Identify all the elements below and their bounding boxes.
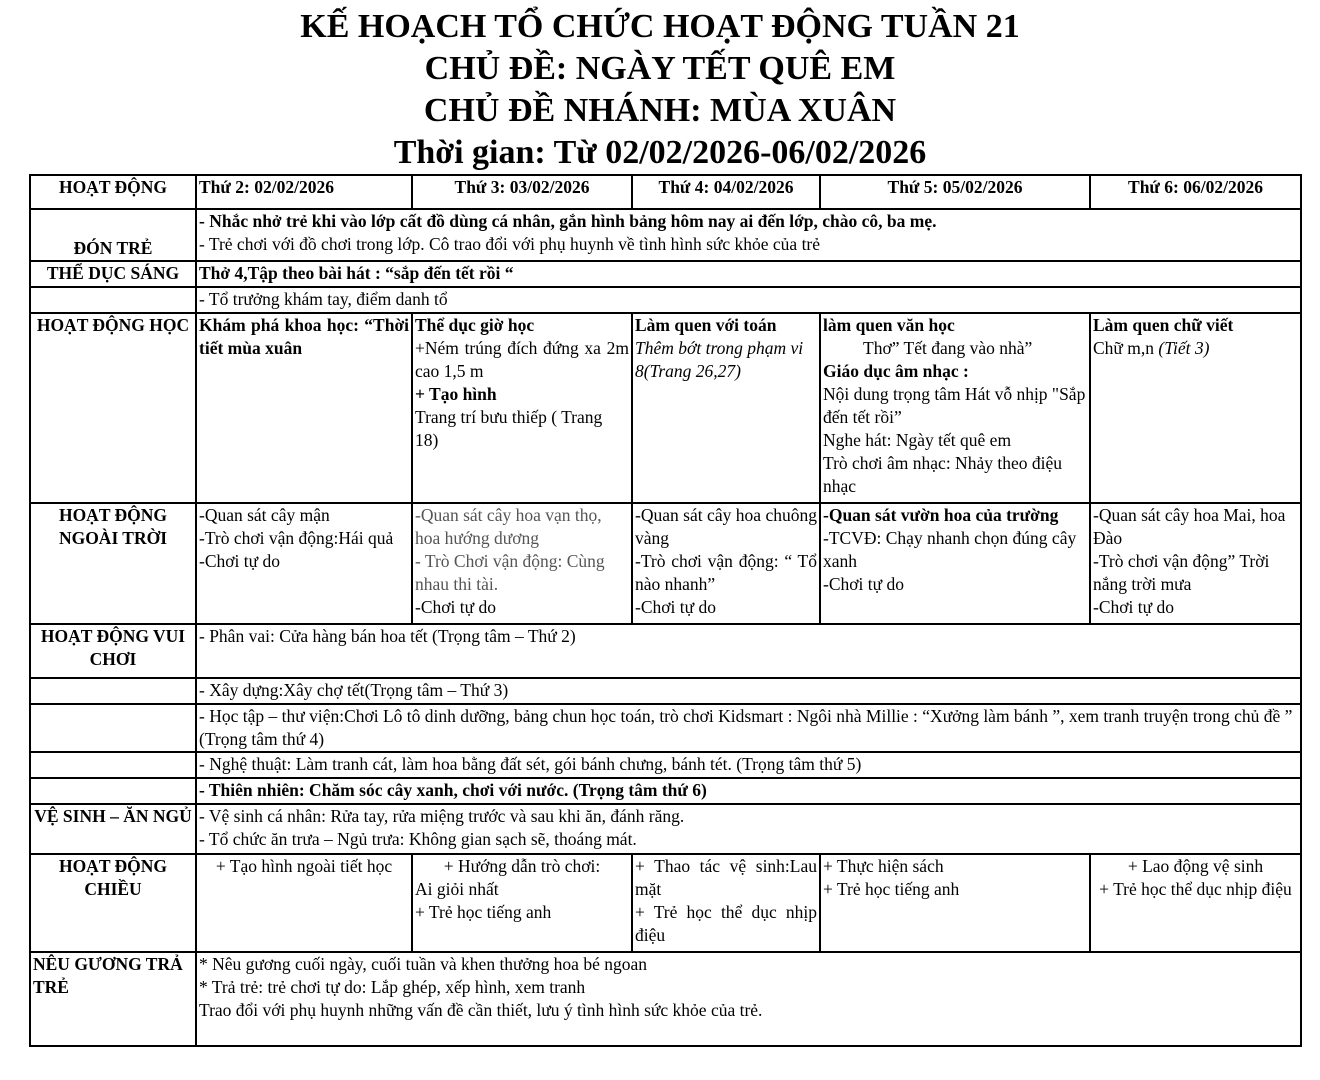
empty-label-cell [30,752,196,778]
chieu-thu-1: + Thực hiện sách [823,856,944,876]
label-vui-choi: HOẠT ĐỘNG VUI CHƠI [30,624,196,678]
neu-guong-line-2: * Trả trẻ: trẻ chơi tự do: Lắp ghép, xếp hình, xem tranh [199,977,586,997]
hoc-thu-line-3: Nội dung trọng tâm Hát vỗ nhịp "Sắp đến tết rồi” [823,384,1086,427]
ngoai-troi-tue [412,503,632,624]
hoc-tue-title: Thể dục giờ học [415,315,535,335]
ngoai-troi-wed-1: -Quan sát cây hoa chuông vàng [635,505,817,548]
chieu-wed-1: + Thao tác vệ sinh:Lau mặt [635,856,817,899]
hoc-tue-line-3: Trang trí bưu thiếp ( Trang 18) [415,407,603,450]
header-row [30,175,1301,209]
ngoai-troi-thu-3: -Chơi tự do [823,574,904,594]
chieu-mon-1: + Tạo hình ngoài tiết học [215,856,393,876]
hoc-thu-line-5: Trò chơi âm nhạc: Nhảy theo điệu nhạc [823,453,1062,496]
empty-label-cell [30,678,196,704]
don-tre-content [196,209,1301,261]
label-the-duc-sang: THỂ DỤC SÁNG [30,261,196,287]
vui-choi-line-1: - Phân vai: Cửa hàng bán hoa tết (Trọng tâm – Thứ 2) [196,624,1301,678]
ngoai-troi-tue-3: -Chơi tự do [415,597,496,617]
empty-label-cell [30,287,196,313]
hoc-thu-line-2: Giáo dục âm nhạc : [823,361,969,381]
header-day-fri: Thứ 6: 06/02/2026 [1090,175,1301,209]
row-ngoai-troi [30,503,1301,624]
hoc-mon-title: Khám phá khoa học: “Thời tiết mùa xuân [199,315,409,358]
theme-title: CHỦ ĐỀ: NGÀY TẾT QUÊ EM [424,50,896,87]
chieu-tue [412,854,632,952]
ngoai-troi-wed-3: -Chơi tự do [635,597,716,617]
hoc-wed-line-1: Thêm bớt trong phạm vi 8(Trang 26,27) [635,338,804,381]
hoc-fri-line-1 [1093,337,1298,360]
label-chieu: HOẠT ĐỘNG CHIỀU [30,854,196,952]
subtheme-title: CHỦ ĐỀ NHÁNH: MÙA XUÂN [423,92,897,129]
chieu-tue-1: + Hướng dẫn trò chơi: [443,856,601,876]
row-neu-guong [30,952,1301,1046]
neu-guong-line-3: Trao đổi với phụ huynh những vấn đề cần thiết, lưu ý tình hình sức khỏe của trẻ. [199,1000,763,1020]
row-vui-choi-3 [30,704,1301,752]
row-vui-choi-5 [30,778,1301,804]
row-vui-choi [30,624,1301,678]
vui-choi-line-4: - Nghệ thuật: Làm tranh cát, làm hoa bằng đất sét, gói bánh chưng, bánh tét. (Trọng tâm thứ 5) [196,752,1301,778]
chieu-wed-2: + Trẻ học thể dục nhịp điệu [635,902,817,945]
ngoai-troi-fri [1090,503,1301,624]
ve-sinh-content [196,804,1301,854]
ngoai-troi-mon-2: -Trò chơi vận động:Hái quả [199,528,394,548]
ngoai-troi-fri-3: -Chơi tự do [1093,597,1174,617]
hoc-wed-title: Làm quen với toán [635,315,777,335]
date-range-title: Thời gian: Từ 02/02/2026-06/02/2026 [393,134,927,171]
header-activity: HOẠT ĐỘNG [30,175,196,209]
vui-choi-line-2: - Xây dựng:Xây chợ tết(Trọng tâm – Thứ 3) [196,678,1301,704]
row-the-duc-sang-2 [30,287,1301,313]
chieu-fri-1: + Lao động vệ sinh [1127,856,1264,876]
label-neu-guong: NÊU GƯƠNG TRẢ TRẺ [30,952,196,1046]
ngoai-troi-fri-2: -Trò chơi vận động” Trời nắng trời mưa [1093,551,1270,594]
chieu-wed [632,854,820,952]
row-don-tre [30,209,1301,261]
label-ngoai-troi: HOẠT ĐỘNG NGOÀI TRỜI [30,503,196,624]
ngoai-troi-tue-1: -Quan sát cây hoa vạn thọ, hoa hướng dương [415,505,602,548]
don-tre-line-1: - Nhắc nhở trẻ khi vào lớp cất đồ dùng cá nhân, gắn hình bảng hôm nay ai đến lớp, chào cô, ba mẹ. [199,211,937,231]
row-vui-choi-4 [30,752,1301,778]
row-chieu [30,854,1301,952]
hoc-fri-title: Làm quen chữ viết [1093,315,1234,335]
ve-sinh-line-2: - Tổ chức ăn trưa – Ngủ trưa: Không gian sạch sẽ, thoáng mát. [199,829,637,849]
chieu-tue-2: Ai giỏi nhất [415,879,499,899]
ngoai-troi-wed-2: -Trò chơi vận động: “ Tổ nào nhanh” [635,551,817,594]
header-day-thu: Thứ 5: 05/02/2026 [820,175,1090,209]
chieu-fri [1090,854,1301,952]
ve-sinh-line-1: - Vệ sinh cá nhân: Rửa tay, rửa miệng trước và sau khi ăn, đánh răng. [199,806,685,826]
chieu-thu-2: + Trẻ học tiếng anh [823,879,960,899]
chieu-tue-3: + Trẻ học tiếng anh [415,902,552,922]
hoc-tue-line-1: +Ném trúng đích đứng xa 2m cao 1,5 m [415,338,629,381]
hoc-tue-line-2: + Tạo hình [415,384,497,404]
hoc-thu [820,313,1090,503]
the-duc-sang-line-1: Thở 4,Tập theo bài hát : “sắp đến tết rồi “ [196,261,1301,287]
ngoai-troi-mon [196,503,412,624]
hoc-wed [632,313,820,503]
empty-label-cell [30,778,196,804]
hoc-tue [412,313,632,503]
ngoai-troi-wed [632,503,820,624]
neu-guong-content [196,952,1301,1046]
hoc-fri-line-1a: Chữ m,n [1093,338,1159,358]
chieu-thu [820,854,1090,952]
row-hoat-dong-hoc [30,313,1301,503]
hoc-mon [196,313,412,503]
weekly-plan-table [29,174,1302,1047]
chieu-mon [196,854,412,952]
ngoai-troi-thu [820,503,1090,624]
row-the-duc-sang [30,261,1301,287]
header-day-wed: Thứ 4: 04/02/2026 [632,175,820,209]
ngoai-troi-fri-1: -Quan sát cây hoa Mai, hoa Đào [1093,505,1286,548]
hoc-thu-line-1: Thơ” Tết đang vào nhà” [863,338,1033,358]
ngoai-troi-tue-2: - Trò Chơi vận động: Cùng nhau thi tài. [415,551,605,594]
ngoai-troi-thu-1: -Quan sát vườn hoa của trường [823,505,1059,525]
hoc-thu-title: làm quen văn học [823,315,955,335]
header-day-tue: Thứ 3: 03/02/2026 [412,175,632,209]
ngoai-troi-thu-2: -TCVĐ: Chạy nhanh chọn đúng cây xanh [823,528,1077,571]
empty-label-cell [30,704,196,752]
vui-choi-line-3: - Học tập – thư viện:Chơi Lô tô dinh dưỡng, bảng chun học toán, trò chơi Kidsmart : Ngôi nhà Millie : “Xưởng làm bánh ”, xem tranh truyện trong chủ đề ” (Trọng tâm thứ 4) [196,704,1301,752]
don-tre-line-2: - Trẻ chơi với đồ chơi trong lớp. Cô trao đổi với phụ huynh về tình hình sức khỏe của trẻ [199,234,821,254]
chieu-fri-2: + Trẻ học thể dục nhịp điệu [1099,879,1292,899]
row-vui-choi-2 [30,678,1301,704]
document-title-block [0,6,1320,174]
ngoai-troi-mon-3: -Chơi tự do [199,551,280,571]
ngoai-troi-mon-1: -Quan sát cây mận [199,505,330,525]
hoc-fri [1090,313,1301,503]
label-hoat-dong-hoc: HOẠT ĐỘNG HỌC [30,313,196,503]
neu-guong-line-1: * Nêu gương cuối ngày, cuối tuần và khen thưởng hoa bé ngoan [199,954,647,974]
header-day-mon: Thứ 2: 02/02/2026 [196,175,412,209]
vui-choi-line-5: - Thiên nhiên: Chăm sóc cây xanh, chơi với nước. (Trọng tâm thứ 6) [196,778,1301,804]
the-duc-sang-line-2: - Tổ trưởng khám tay, điểm danh tổ [196,287,1301,313]
hoc-fri-line-1b: (Tiết 3) [1158,338,1210,358]
plan-title: KẾ HOẠCH TỔ CHỨC HOẠT ĐỘNG TUẦN 21 [300,8,1020,45]
hoc-thu-line-4: Nghe hát: Ngày tết quê em [823,430,1012,450]
label-don-tre: ĐÓN TRẺ [30,209,196,261]
label-ve-sinh: VỆ SINH – ĂN NGỦ [30,804,196,854]
row-ve-sinh [30,804,1301,854]
